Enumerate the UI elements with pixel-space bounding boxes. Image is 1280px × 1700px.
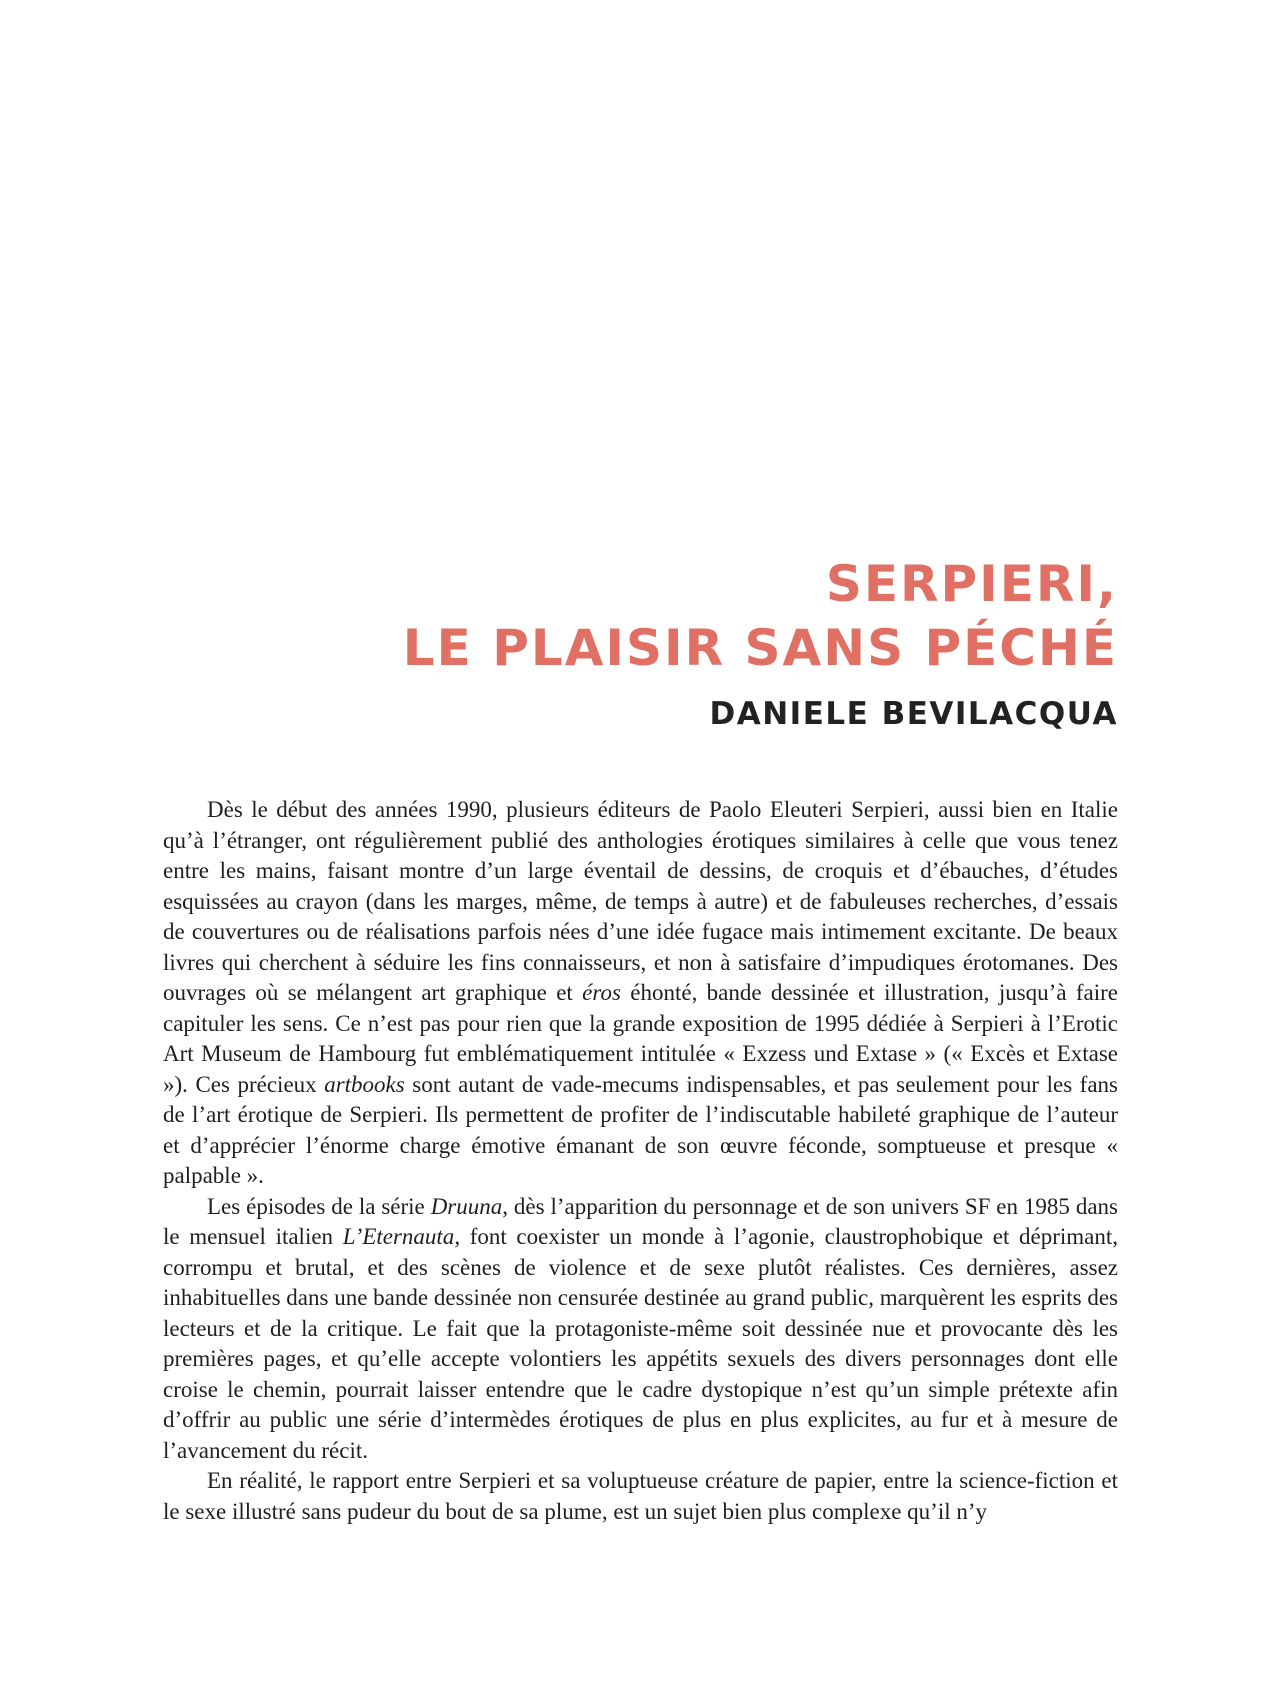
paragraph-1-text-c: sont autant de vade-mecums indispensables, et pas seulement pour les fans de l’art érotique de Serpieri. Ils permettent de profiter de l’indiscutable habileté graphique de l’auteur et d’apprécier l’énorme charge émotive émanant de son œuvre féconde, somptueuse et presque « palpable ». bbox=[163, 1071, 1118, 1188]
paragraph-2 bbox=[163, 1192, 1118, 1467]
paragraph-2-text-a: Les épisodes de la série bbox=[207, 1193, 431, 1219]
paragraph-1-text-b: éhonté, bande dessinée et illustration, jusqu’à faire capituler les sens. Ce n’est pas pour rien que la grande exposition de 1995 dédiée à Serpieri à l’Erotic Art Museum de Hambourg fut emblématiquement intitulée « Exzess und Extase » (« Excès et Extase »). Ces précieux bbox=[163, 980, 1118, 1097]
paragraph-1-text-a: Dès le début des années 1990, plusieurs éditeurs de Paolo Eleuteri Serpieri, aussi bien en Italie qu’à l’étranger, ont régulièrement publié des anthologies érotiques similaires à celle que vous tenez entre les mains, faisant montre d’un large éventail de dessins, de croquis et d’ébauches, d’études esquissées au crayon (dans les marges, même, de temps à autre) et de fabuleuses recherches, d’essais de couvertures ou de réalisations parfois nées d’une idée fugace mais intimement excitante. De beaux livres qui cherchent à séduire les fins connaisseurs, et non à satisfaire d’impudiques érotomanes. Des ouvrages où se mélangent art graphique et bbox=[163, 797, 1118, 1005]
paragraph-1-italic-eros: éros bbox=[582, 980, 621, 1005]
author-name: DANIELE BEVILACQUA bbox=[709, 696, 1118, 732]
paragraph-3-text: En réalité, le rapport entre Serpieri et sa voluptueuse créature de papier, entre la science-fiction et le sexe illustré sans pudeur du bout de sa plume, est un sujet bien plus complexe qu’il n’y bbox=[163, 1468, 1118, 1524]
paragraph-2-italic-eternauta: L’Eternauta bbox=[342, 1224, 455, 1249]
title-block bbox=[218, 552, 1118, 734]
paragraph-3 bbox=[163, 1466, 1118, 1527]
article-title-line-1: SERPIERI, bbox=[825, 555, 1118, 613]
paragraph-2-text-b: , dès l’apparition du personnage et de son univers SF en 1985 dans le mensuel italien bbox=[163, 1193, 1118, 1249]
article-title-line-2: LE PLAISIR SANS PÉCHÉ bbox=[402, 619, 1118, 677]
paragraph-2-text-c: , font coexister un monde à l’agonie, claustrophobique et déprimant, corrompu et brutal, et des scènes de violence et de sexe plutôt réalistes. Ces dernières, assez inhabituelles dans une bande dessinée non censurée destinée au grand public, marquèrent les esprits des lecteurs et de la critique. Le fait que la protagoniste-même soit dessinée nue et provocante dès les premières pages, et qu’elle accepte volontiers les appétits sexuels des divers personnages dont elle croise le chemin, pourrait laisser entendre que le cadre dystopique n’est qu’un simple prétexte afin d’offrir au public une série d’intermèdes érotiques de plus en plus explicites, au fur et à mesure de l’avancement du récit. bbox=[163, 1224, 1118, 1463]
article-body bbox=[163, 795, 1118, 1527]
paragraph-2-italic-druuna: Druuna bbox=[430, 1193, 503, 1219]
paragraph-1-italic-artbooks: artbooks bbox=[324, 1071, 405, 1097]
paragraph-1 bbox=[163, 795, 1118, 1192]
